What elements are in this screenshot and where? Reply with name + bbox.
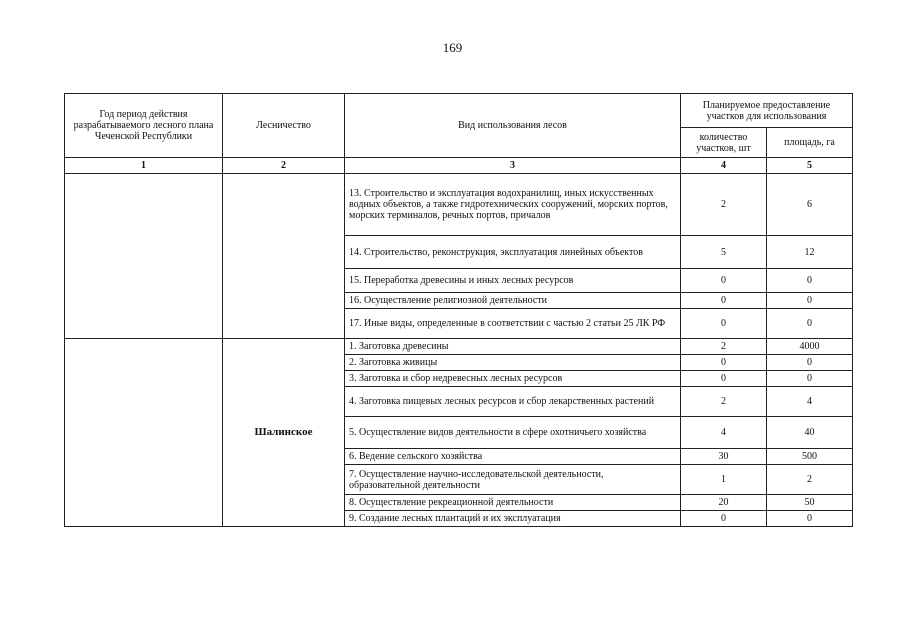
- header-planned-provision: Планируемое предоставление участков для использования: [681, 94, 853, 128]
- count-cell: 0: [681, 511, 767, 527]
- column-number: 1: [65, 158, 223, 174]
- count-cell: 1: [681, 465, 767, 495]
- use-kind-cell: 4. Заготовка пищевых лесных ресурсов и сбор лекарственных растений: [345, 387, 681, 417]
- column-number: 3: [345, 158, 681, 174]
- area-cell: 0: [767, 355, 853, 371]
- use-kind-cell: 14. Строительство, реконструкция, эксплуатация линейных объектов: [345, 236, 681, 269]
- area-cell: 6: [767, 174, 853, 236]
- column-number: 4: [681, 158, 767, 174]
- area-cell: 0: [767, 293, 853, 309]
- area-cell: 0: [767, 511, 853, 527]
- count-cell: 4: [681, 417, 767, 449]
- count-cell: 0: [681, 269, 767, 293]
- use-kind-cell: 3. Заготовка и сбор недревесных лесных ресурсов: [345, 371, 681, 387]
- use-kind-cell: 9. Создание лесных плантаций и их эксплуатация: [345, 511, 681, 527]
- use-kind-cell: 17. Иные виды, определенные в соответствии с частью 2 статьи 25 ЛК РФ: [345, 309, 681, 339]
- period-cell: [65, 339, 223, 527]
- area-cell: 4: [767, 387, 853, 417]
- use-kind-cell: 8. Осуществление рекреационной деятельности: [345, 495, 681, 511]
- area-cell: 0: [767, 309, 853, 339]
- table-row: [65, 174, 853, 236]
- use-kind-cell: 6. Ведение сельского хозяйства: [345, 449, 681, 465]
- count-cell: 2: [681, 174, 767, 236]
- count-cell: 20: [681, 495, 767, 511]
- column-number: 5: [767, 158, 853, 174]
- area-cell: 40: [767, 417, 853, 449]
- forest-use-table: [64, 93, 853, 527]
- column-number-row: [65, 158, 853, 174]
- count-cell: 2: [681, 339, 767, 355]
- count-cell: 30: [681, 449, 767, 465]
- use-kind-cell: 5. Осуществление видов деятельности в сфере охотничьего хозяйства: [345, 417, 681, 449]
- count-cell: 0: [681, 309, 767, 339]
- header-period: Год период действия разрабатываемого лесного плана Чеченской Республики: [65, 94, 223, 158]
- forestry-name-cell: Шалинское: [223, 339, 345, 527]
- use-kind-cell: 13. Строительство и эксплуатация водохранилищ, иных искусственных водных объектов, а также гидротехнических сооружений, морских портов, морских терминалов, речных портов, причалов: [345, 174, 681, 236]
- count-cell: 0: [681, 293, 767, 309]
- column-number: 2: [223, 158, 345, 174]
- use-kind-cell: 1. Заготовка древесины: [345, 339, 681, 355]
- period-cell: [65, 174, 223, 339]
- area-cell: 500: [767, 449, 853, 465]
- table-header-row: [65, 94, 853, 128]
- use-kind-cell: 16. Осуществление религиозной деятельности: [345, 293, 681, 309]
- area-cell: 0: [767, 371, 853, 387]
- use-kind-cell: 7. Осуществление научно-исследовательской деятельности, образовательной деятельности: [345, 465, 681, 495]
- count-cell: 0: [681, 355, 767, 371]
- header-area: площадь, га: [767, 128, 853, 158]
- table-row: [65, 339, 853, 355]
- forestry-cell: [223, 174, 345, 339]
- count-cell: 2: [681, 387, 767, 417]
- page-number: 169: [442, 40, 463, 55]
- header-use-kind: Вид использования лесов: [345, 94, 681, 158]
- area-cell: 12: [767, 236, 853, 269]
- count-cell: 5: [681, 236, 767, 269]
- header-forestry: Лесничество: [223, 94, 345, 158]
- area-cell: 2: [767, 465, 853, 495]
- header-count: количество участков, шт: [681, 128, 767, 158]
- use-kind-cell: 15. Переработка древесины и иных лесных ресурсов: [345, 269, 681, 293]
- area-cell: 0: [767, 269, 853, 293]
- area-cell: 50: [767, 495, 853, 511]
- area-cell: 4000: [767, 339, 853, 355]
- count-cell: 0: [681, 371, 767, 387]
- use-kind-cell: 2. Заготовка живицы: [345, 355, 681, 371]
